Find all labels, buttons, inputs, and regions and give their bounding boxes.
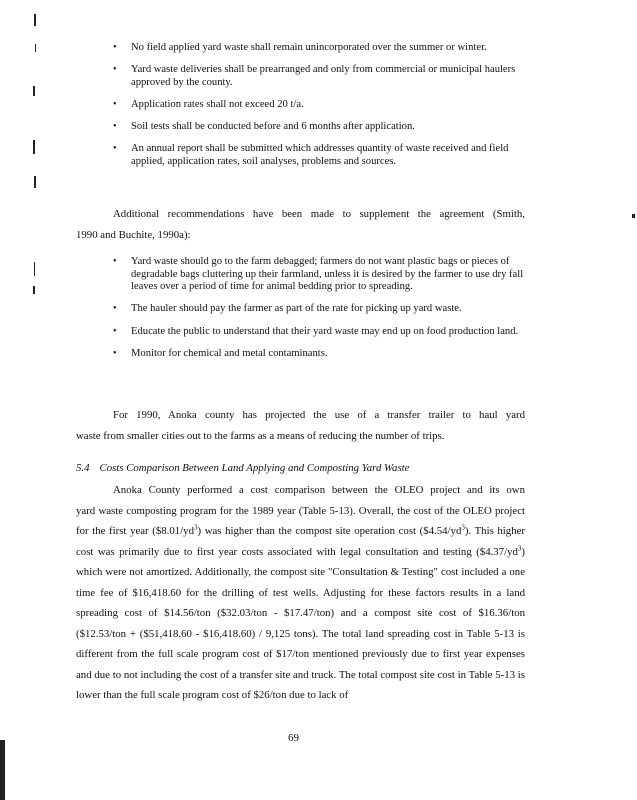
list-item: • The hauler should pay the farmer as part of the rate for picking up yard waste. [113,303,462,315]
list-item: • Yard waste deliveries shall be prearranged and only from commercial or municipal haulers approved by the county. [113,64,516,88]
list-item: • Monitor for chemical and metal contaminants. [113,347,328,359]
scan-edge [0,740,5,800]
list-item: • An annual report shall be submitted which addresses quantity of waste received and field applied, application rates, soil analyses, problems and sources. [113,143,509,167]
list-item: • Yard waste should go to the farm debagged; farmers do not want plastic bags or pieces of degradable bags cluttering up their farmland, unless it is desired by the farmer to use dry fall leaves over a period of time for animal bedding prior to spreading. [113,256,524,293]
page-number: 69 [288,732,299,744]
list-item: • Educate the public to understand that their yard waste may end up on food production land. [113,325,519,337]
scan-mark [34,14,36,26]
paragraph-cost-body: yard waste composting program for the 1989 year (Table 5-13). Overall, the cost of the OLEO project for the first year $(\$8.01/yd^3)$ was higher than the compost site operation cost $(\$4.54/yd^3)$. This higher cost was primarily due to first year costs associated with legal consultation and testing $(\$4.37/yd^3)$ which were not amortized. Additionally, the compost site "Consultation & Testing" cost included a one time fee of $16,418.60 for the drilling of test wells. Adjusting for these factors results in a land spreading cost of $14.56/ton ($32.03/ton - $17.47/ton) and a compost site cost of $16.36/ton ($12.53/ton + ($51,418.60 - $16,418.60) / 9,125 tons). The total land spreading cost in Table 5-13 is different from the full scale program cost of $17/ton mentioned previously due to first year expenses and due to not including the cost of a transfer site and truck. The total compost site cost in Table 5-13 is lower than the full scale program cost of $26/ton due to lack of [76,504,525,701]
paragraph-additional-recommendations: Additional recommendations have been made to supplement the agreement (Smith, 1990 and Buchite, 1990a): [76,208,525,241]
list-item: • Soil tests shall be conducted before and 6 months after application. [113,121,415,133]
recommendations-list [0,256,637,370]
section-heading: 5.4 Costs Comparison Between Land Applying and Composting Yard Waste [76,462,410,474]
paragraph-cost-comparison: Anoka County performed a cost comparison between the OLEO project and its own yard waste composting program for the 1989 year (Table 5-13). Overall, the cost of the OLEO project for the first year $(\$8.01/yd^3)$ was higher than the compost site operation cost $(\$4.54/yd^3)$. This higher cost was primarily due to first year costs associated with legal consultation and testing $(\$4.37/yd^3)$ which were not amortized. Additionally, the compost site "Consultation & Testing" cost included a one time fee of $16,418.60 for the drilling of test wells. Adjusting for these factors results in a land spreading cost of $14.56/ton ($32.03/ton - $17.47/ton) and a compost site cost of $16.36/ton ($12.53/ton + ($51,418.60 - $16,418.60) / 9,125 tons). The total land spreading cost in Table 5-13 is different from the full scale program cost of $17/ton mentioned previously due to first year expenses and due to not including the cost of a transfer site and truck. The total compost site cost in Table 5-13 is lower than the full scale program cost of $26/ton due to lack of [0,480,637,706]
paragraph-transfer-trailer: For 1990, Anoka county has projected the use of a transfer trailer to haul yard waste from smaller cities out to the farms as a means of reducing the number of trips. [76,409,525,442]
list-item: • No field applied yard waste shall remain unincorporated over the summer or winter. [113,42,487,53]
requirements-list [0,42,637,178]
list-item: • Application rates shall not exceed 20 t/a. [113,98,304,110]
